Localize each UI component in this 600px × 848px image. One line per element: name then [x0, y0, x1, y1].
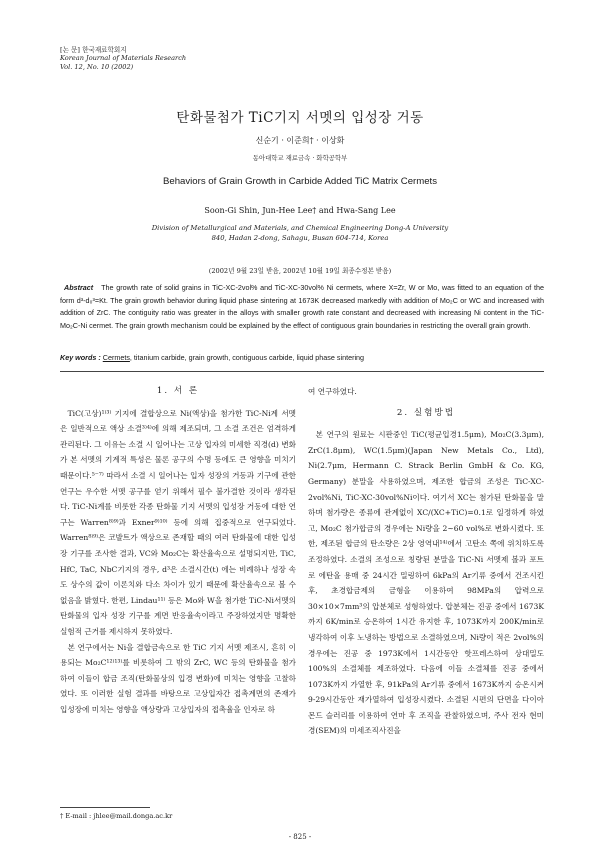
divider-line — [60, 371, 544, 372]
page-number: - 825 - — [288, 833, 312, 841]
affiliation-english-line2: 840, Hadan 2-dong, Sahagu, Busan 604-714, Korea — [211, 234, 389, 242]
column-left — [60, 384, 296, 717]
section-heading-introduction: 1. 서 론 — [156, 386, 200, 396]
journal-name-en: Korean Journal of Materials Research — [60, 54, 187, 63]
journal-header — [60, 46, 186, 71]
affiliation-english-line1: Division of Metallurgical and Materials, and Chemical Engineering Dong-A University — [151, 224, 449, 232]
section-heading-methods: 2. 실험방법 — [396, 407, 456, 418]
methods-paragraph-1: 본 연구의 원료는 시판중인 TiC(평균입경1.5μm), Mo₂C(3.3μm), ZrC(1.8μm), WC(1.5μm)(Japan New Metals Co., Ltd), Ni(2.7μm, Hermann C. Strack Berlin GmbH & Co. KG, Germany) 분말을 사용하였으며, 제조한 합금의 조성은 TiC-XC-2vol%Ni, TiC-XC-30vol%Ni이다. 여기서 XC는 첨가된 탄화물을 말하며 첨가량은 종류에 관계없이 XC/(XC+TiC)=0.1로 일정하게 하였고, Mo₂C 첨가합금의 경우에는 Ni량을 2~60 vol%로 변화시켰다. 또한, 제조된 합금의 탄소량은 2상 영역내¹⁴⁾에서 고탄소 쪽에 위치하도록 조정하였다. 소결의 조성으로 칭량된 분말을 TiC-Ni 서멧제 볼과 포트로 에탄올 용매 중 24시간 밀링하여 6kPa의 Ar기류 중에서 건조시킨 후, 초경합금제의 금형을 이용하여 98MPa의 압력으로 30×10×7mm³의 압분체로 성형하였다. 압분체는 진공 중에서 1673K까지 6K/min로 승온하여 1시간 유지한 후, 1073K까지 200K/min로 냉각하여 이후 노냉하는 방법으로 소결하였으며, Ni량이 적은 2vol%의 경우에는 진공 중 1973K에서 1시간동안 핫프레스하여 상대밀도 100%의 소결체를 제조하였다. 다음에 이들 소결체를 진공 중에서 1073K까지 가열한 후, 91kPa의 Ar기류 중에서 1673K까지 승온시켜 9-29시간동안 재가열하여 입성장시켰다. 소결된 시편의 단면을 다이아몬드 슬러리를 이용하여 연마 후 조직을 관찰하였으며, 주사 전자 현미경(SEM)의 미세조직사진을 — [308, 430, 544, 736]
intro-paragraph-1: TiC(고상)¹⁾³⁾ 기지에 결합상으로 Ni(액상)을 첨가한 TiC-Ni계 서멧은 일반적으로 액상 소결³⁾⁴⁾에 의해 제조되며, 그 소결 조건은 엄격하게 관리된다. 그 이유는 소결 시 일어나는 고상 입자의 미세한 직경(d) 변화가 본 서멧의 기계적 특성은 물론 공구의 수명 등에도 큰 영향을 미치기 때문이다.⁵⁻⁷⁾ 따라서 소결 시 일어나는 입자 성장의 거동과 기구에 관한 연구는 우수한 서멧 공구를 얻기 위해서 필수 불가결한 것이라 생각된다. TiC-Ni계를 비롯한 각종 탄화물 기지 서멧의 입성장 거동에 대한 연구는 Warren⁸⁾⁹⁾과 Exner⁹⁾¹⁰⁾ 등에 의해 집중적으로 연구되었다. Warren⁸⁾⁹⁾은 코발트가 액상으로 존재할 때의 여러 탄화물에 대한 입성장 기구를 조사한 결과, VC와 Mo₂C는 확산율속으로 설명되지만, TiC, HfC, TaC, NbC기지의 경우, d³은 소결시간(t) 에는 비례하나 성장 속도 상수의 값이 이론치와 다소 차이가 있기 때문에 확산율속으로 볼 수 없음을 밝혔다. 한편, Lindau¹¹⁾ 등은 Mo와 W을 첨가한 TiC-Ni서멧의 탄화물의 입자 성장 기구를 계면 반응율속이라고 주장하였지만 명확한 실험적 근거를 제시하지 못하였다. — [60, 408, 296, 636]
title-korean: 탄화물첨가 TiC기지 서멧의 입성장 거동 — [176, 110, 424, 126]
abstract-label: Abstract — [64, 283, 94, 292]
column-right — [308, 384, 544, 739]
received-dates: (2002년 9월 23일 받음, 2002년 10월 19일 최종수정본 받음) — [208, 267, 392, 275]
keywords-rest: , titanium carbide, grain growth, contiguous carbide, liquid phase sintering — [129, 353, 365, 362]
authors-korean: 신순기 · 이준희† · 이상화 — [255, 136, 345, 145]
keyword-cermets: Cermets — [102, 353, 130, 362]
affiliation-korean: 동아대학교 재료금속 · 화학공학부 — [252, 154, 348, 162]
authors-english: Soon-Gi Shin, Jun-Hee Lee† and Hwa-Sang Lee — [204, 206, 396, 215]
abstract — [60, 282, 544, 332]
journal-name-ko: [논 문] 한국재료학회지 — [60, 46, 127, 54]
journal-volume: Vol. 12, No. 10 (2002) — [60, 62, 134, 71]
intro-paragraph-2: 본 연구에서는 Ni을 결합금속으로 한 TiC 기지 서멧 제조시, 흔히 이용되는 Mo₂C¹²⁾¹³⁾를 비롯하여 그 밖의 ZrC, WC 등의 탄화물을 첨가하여 이들이 합금 조직(탄화물상의 입경 변화)에 미치는 영향을 고찰하였다. 또 이러한 실험 결과를 바탕으로 고상입자간 접촉계면의 존재가 입성장에 미치는 영향을 액상량과 고상입자의 접촉율을 인자로 하 — [60, 642, 296, 714]
abstract-text: The growth rate of solid grains in TiC-XC-2vol% and TiC-XC-30vol% Ni cermets, where X=Zr, W or Mo, was fitted to an equation of the form d³-d₀³=Kt. The grain growth behavior during liquid phase sintering at 1673K decreased markedly with addition of Mo₂C or WC and increased with addition of ZrC. The contiguity ratio was greater in the alloys with smaller growth rate constant and decreased with increasing Ni content in the TiC-Mo₂C-Ni cermet. The grain growth mechanism could be explained by the effect of contiguous grain boundaries in restricting the overall grain growth. — [60, 283, 544, 330]
keywords-label: Key words : — [60, 353, 101, 362]
keywords — [60, 353, 544, 362]
intro-carryover: 여 연구하였다. — [308, 387, 357, 396]
footnote-email: † E-mail : jhlee@mail.donga.ac.kr — [60, 812, 173, 820]
affiliation-english — [0, 223, 600, 243]
title-english: Behaviors of Grain Growth in Carbide Added TiC Matrix Cermets — [162, 176, 438, 187]
footnote-rule — [60, 807, 150, 808]
